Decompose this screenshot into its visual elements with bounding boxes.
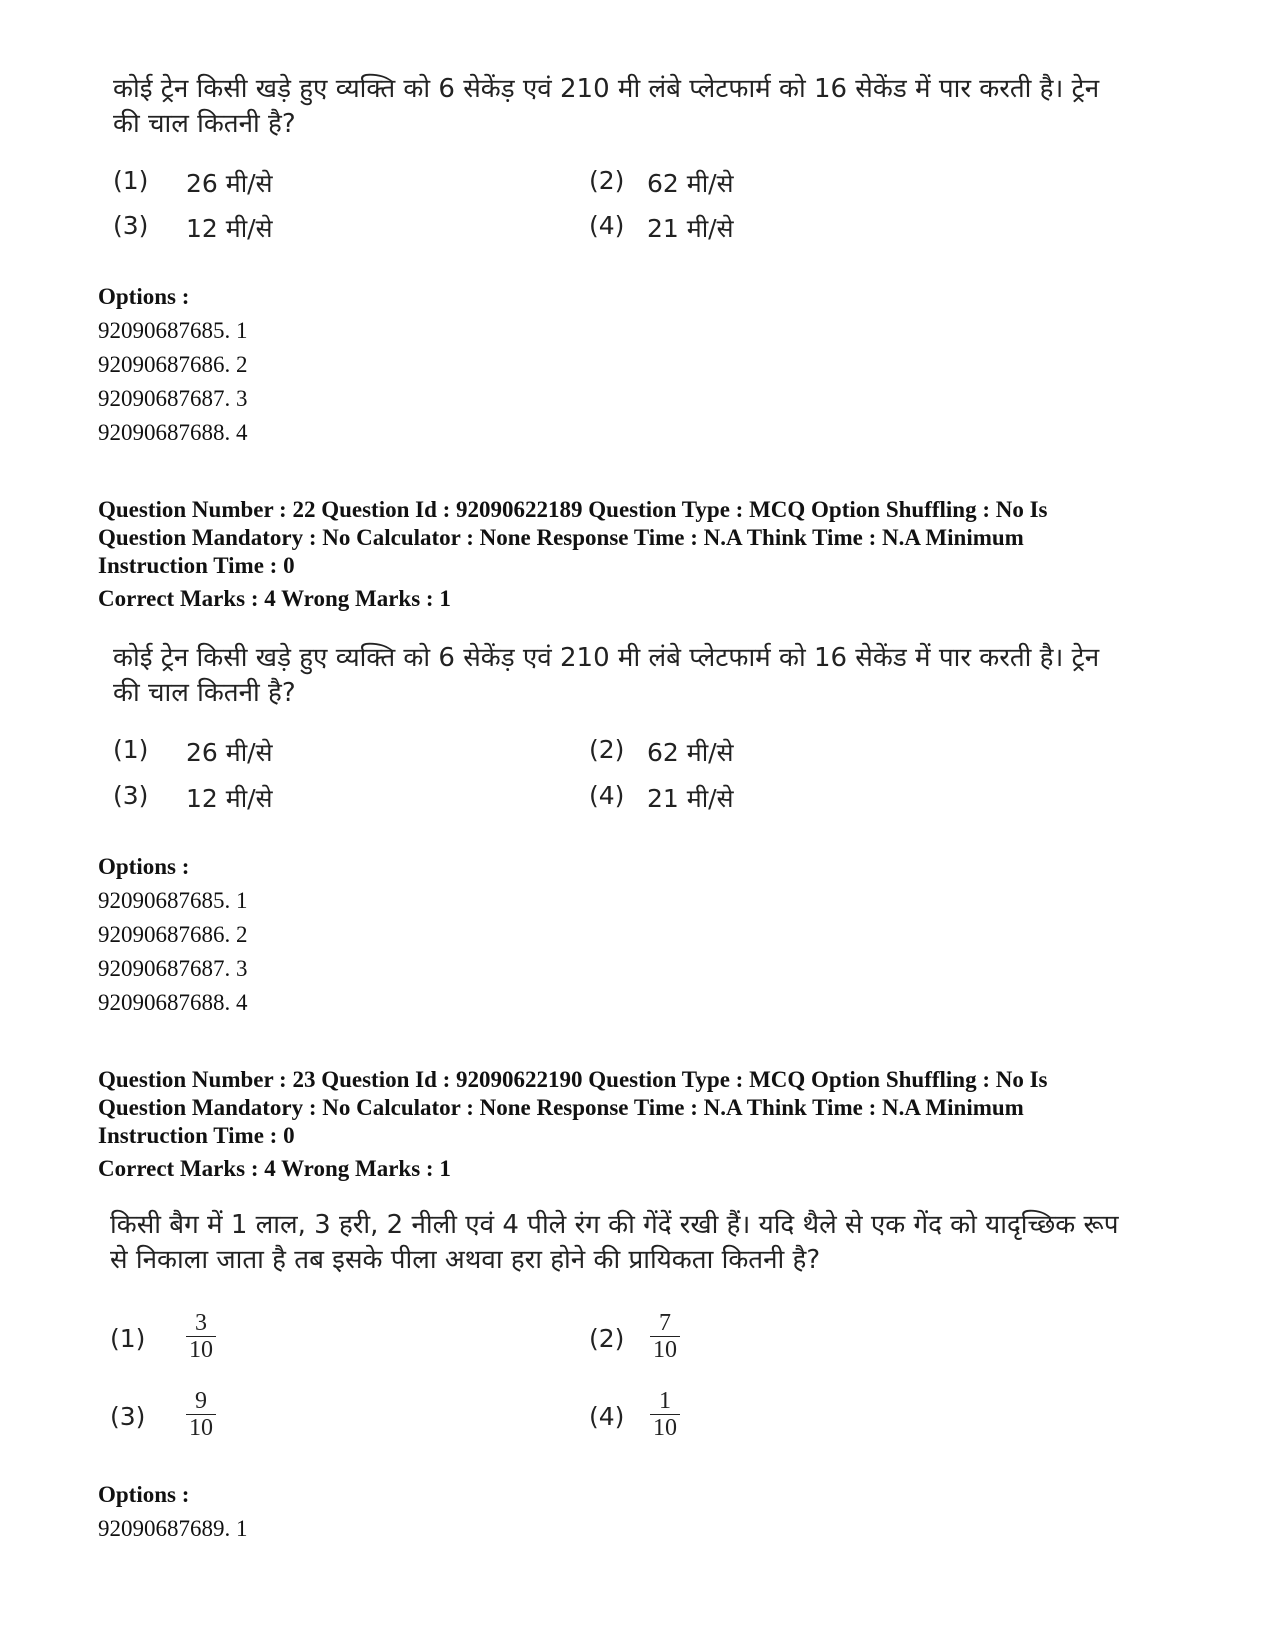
- option-id-line: 92090687689. 1: [98, 1516, 248, 1541]
- choice-number: (4): [589, 781, 625, 810]
- fraction-denominator: 10: [189, 1337, 213, 1363]
- choice-number: (1): [113, 166, 149, 195]
- fraction-denominator: 10: [653, 1337, 677, 1363]
- choice-number: (3): [110, 1402, 146, 1431]
- option-id-line: 92090687688. 4: [98, 420, 248, 445]
- option-id-line: 92090687687. 3: [98, 956, 248, 981]
- choice-2: [589, 1312, 1009, 1372]
- fraction-denominator: 10: [189, 1415, 213, 1441]
- choice-value: 62 मी/से: [647, 738, 734, 767]
- fraction-numerator: 1: [659, 1388, 671, 1414]
- choice-1: [110, 1312, 530, 1372]
- choice-2: [589, 735, 1009, 767]
- choice-number: (1): [110, 1324, 146, 1353]
- choice-1: [113, 735, 533, 767]
- fraction-denominator: 10: [653, 1415, 677, 1441]
- choice-value: 26 मी/से: [186, 169, 273, 198]
- choice-number: (4): [589, 211, 625, 240]
- choice-number: (1): [113, 735, 149, 764]
- option-id-line: 92090687685. 1: [98, 888, 248, 913]
- question-text-line: किसी बैग में 1 लाल, 3 हरी, 2 नीली एवं 4 पीले रंग की गेंदें रखी हैं। यदि थैले से एक गेंद को यादृच्छिक रूप: [110, 1210, 1119, 1240]
- question-22-meta: [98, 496, 1188, 580]
- choice-value: 21 मी/से: [647, 784, 734, 813]
- choice-value: 21 मी/से: [647, 214, 734, 243]
- question-23-meta: [98, 1066, 1188, 1150]
- choice-1: [113, 166, 533, 198]
- choice-number: (2): [589, 166, 625, 195]
- meta-line: Question Number : 23 Question Id : 92090622190 Question Type : MCQ Option Shuffling : No Is: [98, 1067, 1048, 1092]
- question-22-marks: Correct Marks : 4 Wrong Marks : 1: [98, 586, 451, 611]
- choice-2: [589, 166, 1009, 198]
- option-id-line: 92090687687. 3: [98, 386, 248, 411]
- options-heading: Options :: [98, 854, 190, 879]
- fraction-numerator: 9: [195, 1388, 207, 1414]
- choice-4: [589, 211, 1009, 243]
- option-id-line: 92090687686. 2: [98, 922, 248, 947]
- question-text-line: से निकाला जाता है तब इसके पीला अथवा हरा होने की प्रायिकता कितनी है?: [110, 1245, 821, 1275]
- choice-value: 62 मी/से: [647, 169, 734, 198]
- choice-value: 26 मी/से: [186, 738, 273, 767]
- choice-value: 12 मी/से: [186, 214, 273, 243]
- choice-3: [110, 1390, 530, 1450]
- choice-number: (4): [589, 1402, 625, 1431]
- meta-line: Instruction Time : 0: [98, 1123, 295, 1148]
- choice-number: (3): [113, 781, 149, 810]
- question-23-marks: Correct Marks : 4 Wrong Marks : 1: [98, 1156, 451, 1181]
- choice-value: 12 मी/से: [186, 784, 273, 813]
- choice-4: [589, 1390, 1009, 1450]
- option-id-line: 92090687685. 1: [98, 318, 248, 343]
- options-heading: Options :: [98, 284, 190, 309]
- meta-line: Instruction Time : 0: [98, 553, 295, 578]
- meta-line: Question Number : 22 Question Id : 92090622189 Question Type : MCQ Option Shuffling : No Is: [98, 497, 1048, 522]
- choice-fraction: [649, 1310, 681, 1363]
- choice-fraction: [649, 1388, 681, 1441]
- fraction-numerator: 3: [195, 1310, 207, 1336]
- choice-number: (3): [113, 211, 149, 240]
- meta-line: Question Mandatory : No Calculator : None Response Time : N.A Think Time : N.A Minimum: [98, 1095, 1024, 1120]
- choice-4: [589, 781, 1009, 813]
- question-text-line: कोई ट्रेन किसी खड़े हुए व्यक्ति को 6 सेकेंड़ एवं 210 मी लंबे प्लेटफार्म को 16 सेकेंड में पार करती है। ट्रेन: [113, 74, 1100, 104]
- question-text-line: कोई ट्रेन किसी खड़े हुए व्यक्ति को 6 सेकेंड़ एवं 210 मी लंबे प्लेटफार्म को 16 सेकेंड में पार करती है। ट्रेन: [113, 643, 1100, 673]
- question-text-line: की चाल कितनी है?: [113, 109, 296, 139]
- question-22-text: [113, 641, 1133, 711]
- meta-line: Question Mandatory : No Calculator : None Response Time : N.A Think Time : N.A Minimum: [98, 525, 1024, 550]
- question-21-text: [113, 72, 1133, 142]
- option-id-line: 92090687688. 4: [98, 990, 248, 1015]
- option-id-line: 92090687686. 2: [98, 352, 248, 377]
- choice-number: (2): [589, 1324, 625, 1353]
- choice-number: (2): [589, 735, 625, 764]
- choice-fraction: [185, 1310, 217, 1363]
- choice-fraction: [185, 1388, 217, 1441]
- question-23-text: [110, 1208, 1130, 1278]
- question-text-line: की चाल कितनी है?: [113, 678, 296, 708]
- choice-3: [113, 211, 533, 243]
- options-heading: Options :: [98, 1482, 190, 1507]
- fraction-numerator: 7: [659, 1310, 671, 1336]
- choice-3: [113, 781, 533, 813]
